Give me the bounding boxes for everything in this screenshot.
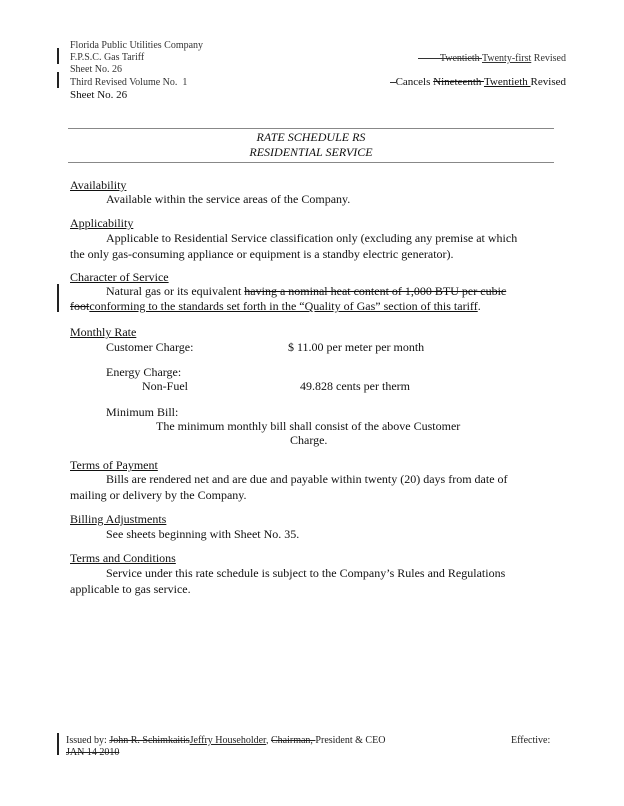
revision-deleted: Twentieth: [439, 53, 482, 64]
energy-charge-label: Energy Charge:: [106, 365, 182, 379]
schedule-subtitle: RESIDENTIAL SERVICE: [249, 145, 373, 159]
terms-conditions-line-2: applicable to gas service.: [70, 582, 191, 596]
character-deleted-1: having a nominal heat content of 1,000 BTU per cubic: [244, 284, 507, 298]
applicability-heading: Applicability: [70, 216, 134, 230]
monthly-rate-heading: Monthly Rate: [70, 325, 137, 339]
non-fuel-value: 49.828 cents per therm: [300, 379, 410, 393]
tariff-name: F.P.S.C. Gas Tariff: [70, 52, 145, 63]
character-line-1: [106, 283, 506, 299]
revision-suffix: Revised: [531, 53, 566, 64]
issued-by-line: [66, 735, 385, 747]
issued-by-label: Issued by:: [66, 735, 110, 746]
customer-charge-label: Customer Charge:: [106, 340, 194, 354]
applicability-line-2: the only gas-consuming appliance or equipment is a standby electric generator).: [70, 247, 454, 261]
terms-conditions-heading: Terms and Conditions: [70, 551, 176, 565]
terms-payment-line-1: Bills are rendered net and are due and payable within twenty (20) days from date of: [106, 472, 508, 486]
company-name: Florida Public Utilities Company: [70, 40, 204, 51]
cancels-prefix: Cancels: [395, 76, 434, 88]
availability-text: Available within the service areas of the Company.: [106, 192, 351, 206]
issuer-title-deleted: Chairman,: [270, 735, 316, 746]
revision-bar: [57, 733, 59, 755]
sheet-number-top: Sheet No. 26: [70, 64, 122, 75]
schedule-title: RATE SCHEDULE RS: [256, 130, 366, 144]
non-fuel-label: Non-Fuel: [142, 379, 188, 393]
volume-line: [70, 77, 187, 89]
effective-label: Effective:: [511, 735, 551, 746]
cancels-line: [390, 76, 566, 89]
customer-charge-value: $ 11.00 per meter per month: [288, 340, 425, 354]
issuer-title: President & CEO: [315, 735, 386, 746]
cancels-deleted: Nineteenth: [433, 76, 484, 88]
billing-adjustments-heading: Billing Adjustments: [70, 512, 167, 526]
applicability-line-1: Applicable to Residential Service classification only (excluding any premise at which: [106, 231, 518, 245]
revision-line: [418, 53, 566, 65]
minimum-bill-label: Minimum Bill:: [106, 405, 179, 419]
issuer-inserted: Jeffry Householder: [189, 735, 266, 746]
character-prefix: Natural gas or its equivalent: [106, 284, 245, 298]
terms-payment-heading: Terms of Payment: [70, 458, 158, 472]
revision-inserted: Twenty-first: [481, 53, 532, 64]
character-suffix: .: [477, 299, 481, 313]
billing-adjustments-text: See sheets beginning with Sheet No. 35.: [106, 527, 300, 541]
title-rule-top: [68, 128, 554, 129]
availability-heading: Availability: [70, 178, 127, 192]
revision-bar: [57, 72, 59, 88]
issuer-deleted: John R. Schimkaitis: [109, 735, 190, 746]
revision-bar: [57, 284, 59, 312]
minimum-bill-line-2: Charge.: [290, 433, 328, 447]
minimum-bill-line-1: The minimum monthly bill shall consist of the above Customer: [156, 419, 461, 433]
character-heading: Character of Service: [70, 270, 169, 284]
volume-label: Third Revised Volume No.: [70, 77, 178, 88]
character-line-2: [70, 298, 481, 314]
character-inserted: conforming to the standards set forth in the “Quality of Gas” section of this tariff: [89, 299, 478, 313]
terms-payment-line-2: mailing or delivery by the Company.: [70, 488, 247, 502]
cancels-suffix: Revised: [530, 76, 566, 88]
terms-conditions-line-1: Service under this rate schedule is subject to the Company’s Rules and Regulations: [106, 566, 506, 580]
issued-date-deleted: JAN 14 2010: [66, 747, 120, 758]
sheet-number-bottom: Sheet No. 26: [70, 89, 128, 101]
character-deleted-2: foot: [70, 299, 90, 313]
volume-number: 1: [182, 77, 188, 88]
title-rule-bottom: [68, 162, 554, 163]
revision-bar: [57, 48, 59, 64]
cancels-inserted: Twentieth: [483, 76, 531, 88]
issuer-comma: ,: [265, 735, 271, 746]
revision-dash: [418, 58, 440, 59]
